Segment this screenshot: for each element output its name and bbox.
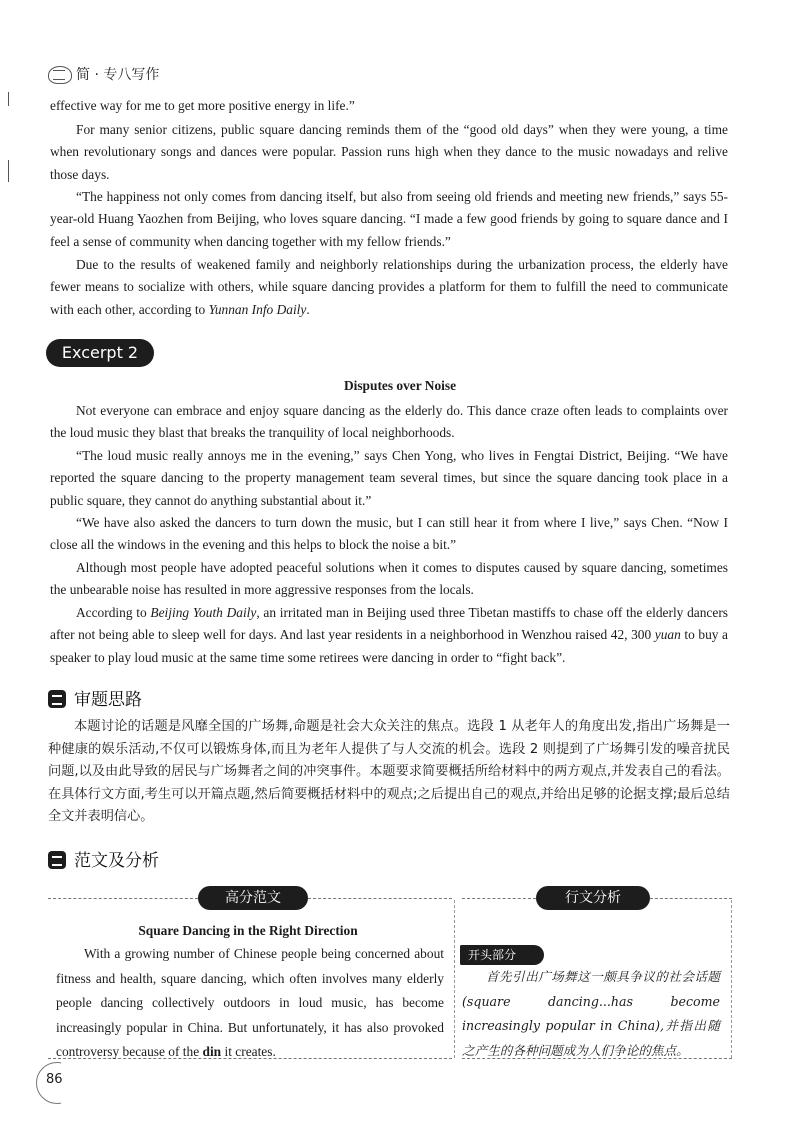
source-citation: Yunnan Info Daily (208, 301, 307, 317)
source-citation: Beijing Youth Daily (150, 605, 257, 620)
column-divider (731, 900, 732, 1058)
margin-mark (8, 92, 9, 106)
divider (650, 898, 732, 899)
paragraph: “We have also asked the dancers to turn down the music, but I can still hear it from where I live,” says Chen. “Now I close all the windows in the evening and this helps to block the noise a bit.” (50, 515, 728, 553)
paragraph: According to Beijing Youth Daily, an irritated man in Beijing used three Tibetan mastiffs to chase off the elderly dancers after not being able to sleep well for days. And last year residents in a neighborhood in Wenzhou raised 42, 300 yuan to buy a speaker to play loud music at the same time some retirees were dancing in order to “fight back”. (50, 605, 728, 665)
divider (48, 898, 198, 899)
section-heading-sample: 范文及分析 (48, 846, 159, 871)
running-header (48, 64, 159, 84)
page-number: 86 (46, 1072, 63, 1087)
bold-word: din (202, 1044, 222, 1060)
column-divider (454, 900, 455, 1058)
excerpt-title: Disputes over Noise (343, 378, 457, 393)
divider (462, 898, 536, 899)
analysis-paragraph: 本题讨论的话题是风靡全国的广场舞,命题是社会大众关注的焦点。选段 1 从老年人的角度出发,指出广场舞是一种健康的娱乐活动,不仅可以锻炼身体,而且为老年人提供了与人交流的机会。选段 2 则提到了广场舞引发的噪音扰民问题,以及由此导致的居民与广场舞者之间的冲突事件。本题要求简要概括所给材料中的两方观点,并发表自己的看法。在具体行文方面,考生可以开篇点题,然后简要概括材料中的观点;之后提出自己的观点,并给出足够的论据支撑;最后总结全文并表明信心。 (48, 719, 730, 825)
sample-essay-paragraph: With a growing number of Chinese people being concerned about fitness and health, square dancing, which often involves many elderly people dancing collectively outdoors in loud music, has become increasingly popular in China. But unfortunately, it has also provoked controversy because of the din it creates. (56, 946, 444, 1060)
excerpt-2-label: Excerpt 2 (46, 339, 154, 367)
paragraph: Not everyone can embrace and enjoy square dancing as the elderly do. This dance craze often leads to complaints over the loud music they blast that breaks the tranquility of local neighborhoods. (50, 403, 728, 441)
section-heading-analysis: 审题思路 (48, 685, 142, 710)
margin-mark (8, 160, 9, 182)
paragraph: For many senior citizens, public square dancing reminds them of the “good old days” when they were young, a time when revolutionary songs and dances were popular. Passion runs high when they dance to the music nowadays and relive those days. (50, 122, 728, 182)
section-icon (48, 690, 66, 708)
paragraph: “The loud music really annoys me in the evening,” says Chen Yong, who lives in Fengtai District, Beijing. “We have reported the square dancing to the property management team several times, but since the square dancing took place in a public square, they cannot do anything substantial about it.” (50, 448, 728, 508)
paragraph: effective way for me to get more positive energy in life.” (50, 98, 355, 113)
paragraph: “The happiness not only comes from dancing itself, but also from seeing old friends and meeting new friends,” says 55-year-old Huang Yaozhen from Beijing, who loves square dancing. “I made a few good friends by going to square dance and I feel a sense of community when dancing together with my fellow friends.” (50, 189, 728, 249)
sample-essay-title: Square Dancing in the Right Direction (138, 923, 358, 938)
header-title: 简 · 专八写作 (76, 67, 160, 83)
book-logo-icon (48, 66, 72, 84)
opening-part-tag: 开头部分 (460, 945, 544, 965)
analysis-note: 首先引出广场舞这一颇具争议的社会话题(square dancing...has become increasingly popular in China),并指出随之产生的各种问题成为人们争论的焦点。 (462, 969, 720, 1058)
sample-essay-tag: 高分范文 (198, 886, 308, 910)
analysis-tag: 行文分析 (536, 886, 650, 910)
paragraph: Due to the results of weakened family and neighborly relationships during the urbanization process, the elderly have fewer means to socialize with others, while square dancing provides a platform for them to fulfill the need to communicate with each other, according to Yunnan Info Daily. (50, 257, 728, 317)
divider (308, 898, 452, 899)
paragraph: Although most people have adopted peaceful solutions when it comes to disputes caused by square dancing, sometimes the unbearable noise has resulted in more aggressive responses from the locals. (50, 560, 728, 598)
section-icon (48, 851, 66, 869)
